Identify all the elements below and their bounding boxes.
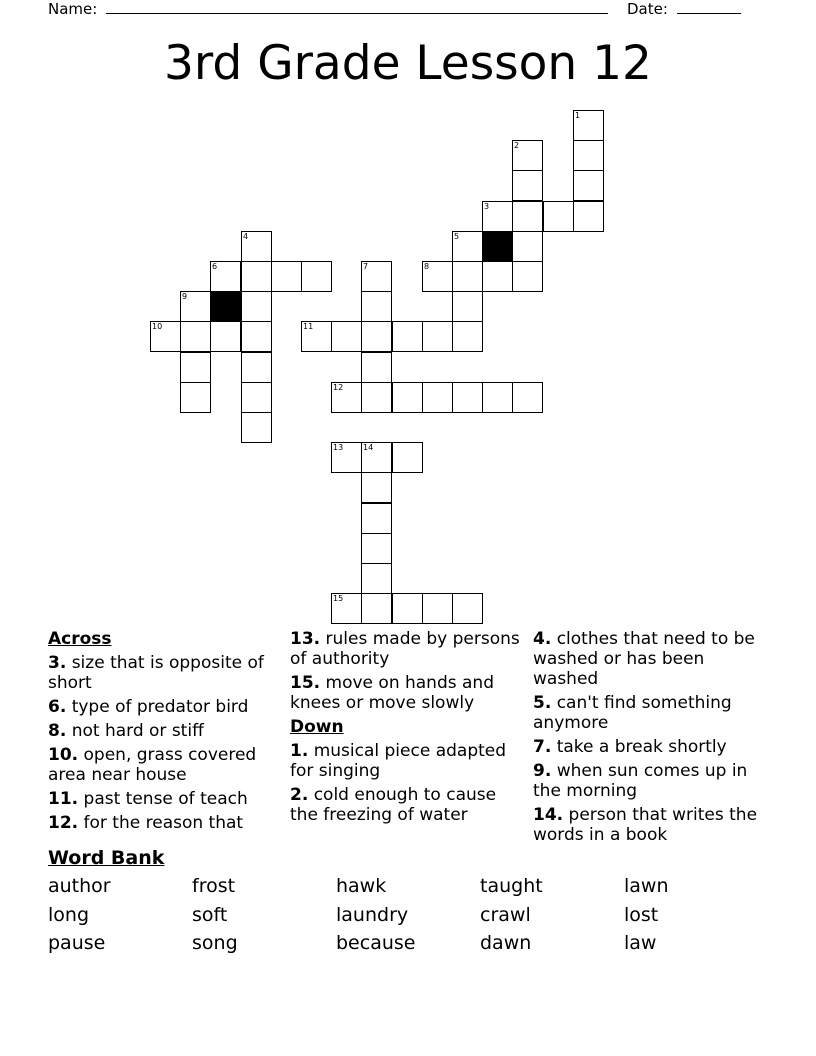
cell-number: 11 bbox=[303, 322, 314, 331]
grid-cell[interactable] bbox=[241, 231, 272, 262]
clue-column-3 bbox=[533, 629, 773, 849]
grid-cell[interactable] bbox=[361, 352, 392, 383]
grid-cell[interactable] bbox=[301, 261, 332, 292]
grid-cell[interactable] bbox=[180, 352, 211, 383]
clue-across-12: 12. for the reason that bbox=[48, 813, 244, 833]
grid-cell[interactable] bbox=[392, 442, 423, 473]
grid-cell[interactable] bbox=[331, 593, 362, 624]
grid-cell[interactable] bbox=[452, 321, 483, 352]
word-bank-title: Word Bank bbox=[48, 847, 165, 869]
grid-cell[interactable] bbox=[422, 593, 453, 624]
cell-number: 10 bbox=[152, 322, 163, 331]
word-bank-item: lawn bbox=[624, 875, 669, 897]
grid-cell[interactable] bbox=[482, 201, 513, 232]
word-bank-item: law bbox=[624, 932, 657, 954]
grid-cell[interactable] bbox=[392, 321, 423, 352]
grid-cell[interactable] bbox=[392, 593, 423, 624]
grid-cell[interactable] bbox=[241, 261, 272, 292]
grid-cell[interactable] bbox=[361, 472, 392, 503]
word-bank-item: author bbox=[48, 875, 111, 897]
clue-across-8: 8. not hard or stiff bbox=[48, 721, 204, 741]
clue-down-9: 9. when sun comes up in the morning bbox=[533, 761, 748, 801]
grid-cell[interactable] bbox=[241, 382, 272, 413]
cell-number: 4 bbox=[243, 232, 249, 241]
grid-cell[interactable] bbox=[512, 382, 543, 413]
grid-cell[interactable] bbox=[452, 593, 483, 624]
grid-cell[interactable] bbox=[452, 291, 483, 322]
clue-across-10: 10. open, grass covered area near house bbox=[48, 745, 257, 785]
grid-cell[interactable] bbox=[241, 321, 272, 352]
cell-number: 9 bbox=[182, 292, 188, 301]
grid-cell[interactable] bbox=[361, 261, 392, 292]
clue-across-15: 15. move on hands and knees or move slowly bbox=[290, 673, 494, 713]
grid-cell[interactable] bbox=[361, 593, 392, 624]
date-label: Date: bbox=[627, 0, 668, 18]
down-heading: Down bbox=[290, 717, 344, 737]
word-bank-item: taught bbox=[480, 875, 543, 897]
black-cell bbox=[482, 231, 513, 262]
grid-cell[interactable] bbox=[573, 170, 604, 201]
clue-down-2: 2. cold enough to cause the freezing of water bbox=[290, 785, 497, 825]
clue-across-13: 13. rules made by persons of authority bbox=[290, 629, 520, 669]
across-heading: Across bbox=[48, 629, 112, 649]
grid-cell[interactable] bbox=[241, 412, 272, 443]
grid-cell[interactable] bbox=[331, 382, 362, 413]
clue-down-7: 7. take a break shortly bbox=[533, 737, 727, 757]
grid-cell[interactable] bbox=[482, 382, 513, 413]
grid-cell[interactable] bbox=[573, 110, 604, 141]
cell-number: 12 bbox=[333, 383, 344, 392]
clue-down-1: 1. musical piece adapted for singing bbox=[290, 741, 507, 781]
grid-cell[interactable] bbox=[573, 201, 604, 232]
grid-cell[interactable] bbox=[241, 291, 272, 322]
grid-cell[interactable] bbox=[512, 140, 543, 171]
grid-cell[interactable] bbox=[422, 382, 453, 413]
grid-cell[interactable] bbox=[422, 321, 453, 352]
grid-cell[interactable] bbox=[573, 140, 604, 171]
black-cell bbox=[210, 291, 241, 322]
grid-cell[interactable] bbox=[331, 442, 362, 473]
grid-cell[interactable] bbox=[361, 533, 392, 564]
clue-column-2 bbox=[290, 629, 525, 829]
cell-number: 14 bbox=[363, 443, 374, 452]
word-bank-item: crawl bbox=[480, 904, 531, 926]
grid-cell[interactable] bbox=[512, 261, 543, 292]
word-bank-item: lost bbox=[624, 904, 659, 926]
word-bank-item: soft bbox=[192, 904, 228, 926]
cell-number: 8 bbox=[424, 262, 430, 271]
grid-cell[interactable] bbox=[361, 563, 392, 594]
word-bank-item: dawn bbox=[480, 932, 532, 954]
word-bank-item: song bbox=[192, 932, 238, 954]
cell-number: 15 bbox=[333, 594, 344, 603]
grid-cell[interactable] bbox=[543, 201, 574, 232]
grid-cell[interactable] bbox=[392, 382, 423, 413]
cell-number: 5 bbox=[454, 232, 460, 241]
grid-cell[interactable] bbox=[512, 170, 543, 201]
word-bank-item: because bbox=[336, 932, 416, 954]
grid-cell[interactable] bbox=[482, 261, 513, 292]
grid-cell[interactable] bbox=[150, 321, 181, 352]
grid-cell[interactable] bbox=[452, 382, 483, 413]
clue-down-4: 4. clothes that need to be washed or has been washed bbox=[533, 629, 755, 689]
grid-cell[interactable] bbox=[210, 321, 241, 352]
cell-number: 7 bbox=[363, 262, 369, 271]
grid-cell[interactable] bbox=[452, 261, 483, 292]
grid-cell[interactable] bbox=[210, 261, 241, 292]
clue-across-11: 11. past tense of teach bbox=[48, 789, 248, 809]
clue-column-1 bbox=[48, 629, 278, 837]
cell-number: 13 bbox=[333, 443, 344, 452]
clue-down-5: 5. can't find something anymore bbox=[533, 693, 732, 733]
word-bank-item: frost bbox=[192, 875, 236, 897]
grid-cell[interactable] bbox=[361, 503, 392, 534]
grid-cell[interactable] bbox=[180, 321, 211, 352]
cell-number: 1 bbox=[575, 111, 581, 120]
grid-cell[interactable] bbox=[301, 321, 332, 352]
name-label: Name: bbox=[48, 0, 98, 18]
grid-cell[interactable] bbox=[241, 352, 272, 383]
grid-cell[interactable] bbox=[271, 261, 302, 292]
word-bank-item: hawk bbox=[336, 875, 387, 897]
clue-down-14: 14. person that writes the words in a book bbox=[533, 805, 758, 845]
grid-cell[interactable] bbox=[180, 382, 211, 413]
grid-cell[interactable] bbox=[512, 231, 543, 262]
grid-cell[interactable] bbox=[512, 201, 543, 232]
grid-cell[interactable] bbox=[361, 291, 392, 322]
grid-cell[interactable] bbox=[361, 321, 392, 352]
grid-cell[interactable] bbox=[452, 231, 483, 262]
cell-number: 2 bbox=[514, 141, 520, 150]
clue-across-6: 6. type of predator bird bbox=[48, 697, 249, 717]
grid-cell[interactable] bbox=[361, 442, 392, 473]
cell-number: 3 bbox=[484, 202, 490, 211]
clue-across-3: 3. size that is opposite of short bbox=[48, 653, 264, 693]
grid-cell[interactable] bbox=[422, 261, 453, 292]
grid-cell[interactable] bbox=[180, 291, 211, 322]
grid-cell[interactable] bbox=[331, 321, 362, 352]
page-title: 3rd Grade Lesson 12 bbox=[164, 36, 652, 91]
word-bank-item: long bbox=[48, 904, 90, 926]
grid-cell[interactable] bbox=[361, 382, 392, 413]
cell-number: 6 bbox=[212, 262, 218, 271]
word-bank-item: pause bbox=[48, 932, 106, 954]
word-bank-item: laundry bbox=[336, 904, 409, 926]
